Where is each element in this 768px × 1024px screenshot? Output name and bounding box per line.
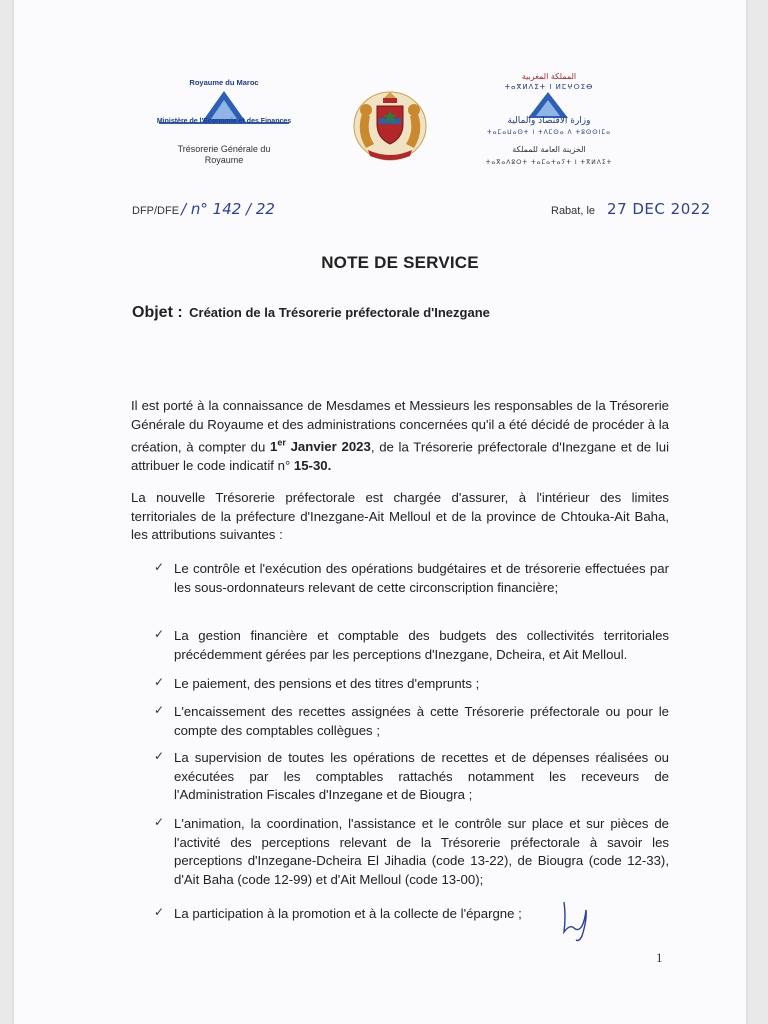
document-page: [14, 0, 746, 1024]
check-icon: ✓: [154, 905, 165, 919]
list-item: La supervision de toutes les opérations de recettes et de dépenses réalisées ou exécutées par les comptables rattachés notamment les receveurs de l'Administration Fiscales d'Inzegane et de Biougra ;: [174, 750, 669, 802]
list-item: La gestion financière et comptable des budgets des collectivités territoriales précédemment gérées par les perceptions d'Inezgane, Dcheira, et Ait Melloul.: [174, 628, 669, 662]
list-item: L'animation, la coordination, l'assistance et le contrôle sur place et sur pièces de l'activité des perceptions relevant de la Trésorerie préfectorale à savoir les perceptions d'Inzegane-Dcheira El Jihadia (code 13-22), de Biougra (code 12-33), d'Ait Baha (code 12-99) et d'Ait Melloul (code 13-00);: [174, 816, 669, 887]
check-icon: ✓: [154, 627, 165, 641]
kingdom-label: Royaume du Maroc: [189, 78, 259, 87]
check-icon: ✓: [154, 560, 165, 574]
check-icon: ✓: [154, 815, 165, 829]
page-title: NOTE DE SERVICE: [321, 253, 479, 272]
list-item: Le contrôle et l'exécution des opérations budgétaires et de trésorerie effectuées par les sous-ordonnateurs relevant de cette circonscription financière;: [174, 561, 669, 595]
initials-signature-icon: [556, 896, 596, 944]
date-line: [551, 200, 711, 219]
moroccan-coat-of-arms-icon: [350, 84, 430, 164]
tgr-name-line1: Trésorerie Générale du: [177, 144, 271, 154]
intro-date-number: 1: [270, 439, 278, 455]
ministry-logo-right: [464, 72, 629, 172]
intro-text-2: , de la Trésorerie préfectorale d'Inezgane et de lui attribuer le code indicatif n°: [131, 439, 669, 473]
tgr-name-line2: Royaume: [204, 155, 244, 165]
intro-paragraph: [131, 397, 669, 475]
tifinagh-treasury-label: ⵜⴰⴳⴰⴷⵓⵔⵜ ⵜⴰⵎⴰⵜⴰⵢⵜ ⵏ ⵜⴳⵍⴷⵉⵜ: [485, 159, 613, 166]
intro-date-superscript: er: [277, 438, 286, 448]
intro-text-1: Il est porté à la connaissance de Mesdames et Messieurs les responsables de la Trésorerie Générale du Royaume et des administrations concernées qu'il a été décidé de procéder à la création, à compter du: [131, 398, 669, 455]
tifinagh-ministry-label: ⵜⴰⵎⴰⵡⴰⵙⵜ ⵏ ⵜⴷⵎⵙⴰ ⴷ ⵜⵓⵙⵙⵏⵎⴰ: [487, 129, 611, 136]
attributions-paragraph: La nouvelle Trésorerie préfectorale est chargée d'assurer, à l'intérieur des limites territoriales de la préfecture d'Inezgane-Ait Melloul et de la province de Chtouka-Ait Baha, les attributions suivantes :: [131, 490, 669, 542]
date-prefix: Rabat, le: [551, 205, 596, 217]
intro-date-rest: Janvier 2023: [285, 439, 371, 455]
list-item: L'encaissement des recettes assignées à cette Trésorerie préfectorale ou pour le compte des comptables collègues ;: [174, 704, 669, 738]
ministry-label: Ministère de l'Economie et des Finances: [156, 118, 292, 125]
list-item: La participation à la promotion et à la collecte de l'épargne ;: [174, 906, 522, 921]
intro-code: 15-30.: [293, 457, 332, 473]
subject-text: Création de la Trésorerie préfectorale d'Inezgane: [189, 305, 490, 320]
arabic-kingdom-label: المملكة المغربية: [521, 72, 577, 81]
tifinagh-kingdom-label: ⵜⴰⴳⵍⴷⵉⵜ ⵏ ⵍⵎⵖⵔⵉⴱ: [504, 83, 594, 91]
arabic-treasury-label: الخزينة العامة للمملكة: [512, 145, 586, 154]
check-icon: ✓: [154, 749, 165, 763]
tgr-logo: [154, 78, 294, 168]
check-icon: ✓: [154, 703, 165, 717]
reference-prefix: DFP/DFE: [132, 205, 180, 217]
reference-number: [132, 200, 275, 219]
subject-line: [132, 304, 490, 322]
subject-label: Objet :: [132, 304, 183, 321]
arabic-ministry-label: وزارة الاقتصاد والمالية: [507, 116, 591, 126]
reference-handwritten: / n° 142 / 22: [181, 200, 275, 218]
date-handwritten: 27 DEC 2022: [607, 200, 711, 218]
list-item: Le paiement, des pensions et des titres d'emprunts ;: [174, 676, 480, 691]
page-number: 1: [656, 950, 663, 965]
check-icon: ✓: [154, 675, 165, 689]
